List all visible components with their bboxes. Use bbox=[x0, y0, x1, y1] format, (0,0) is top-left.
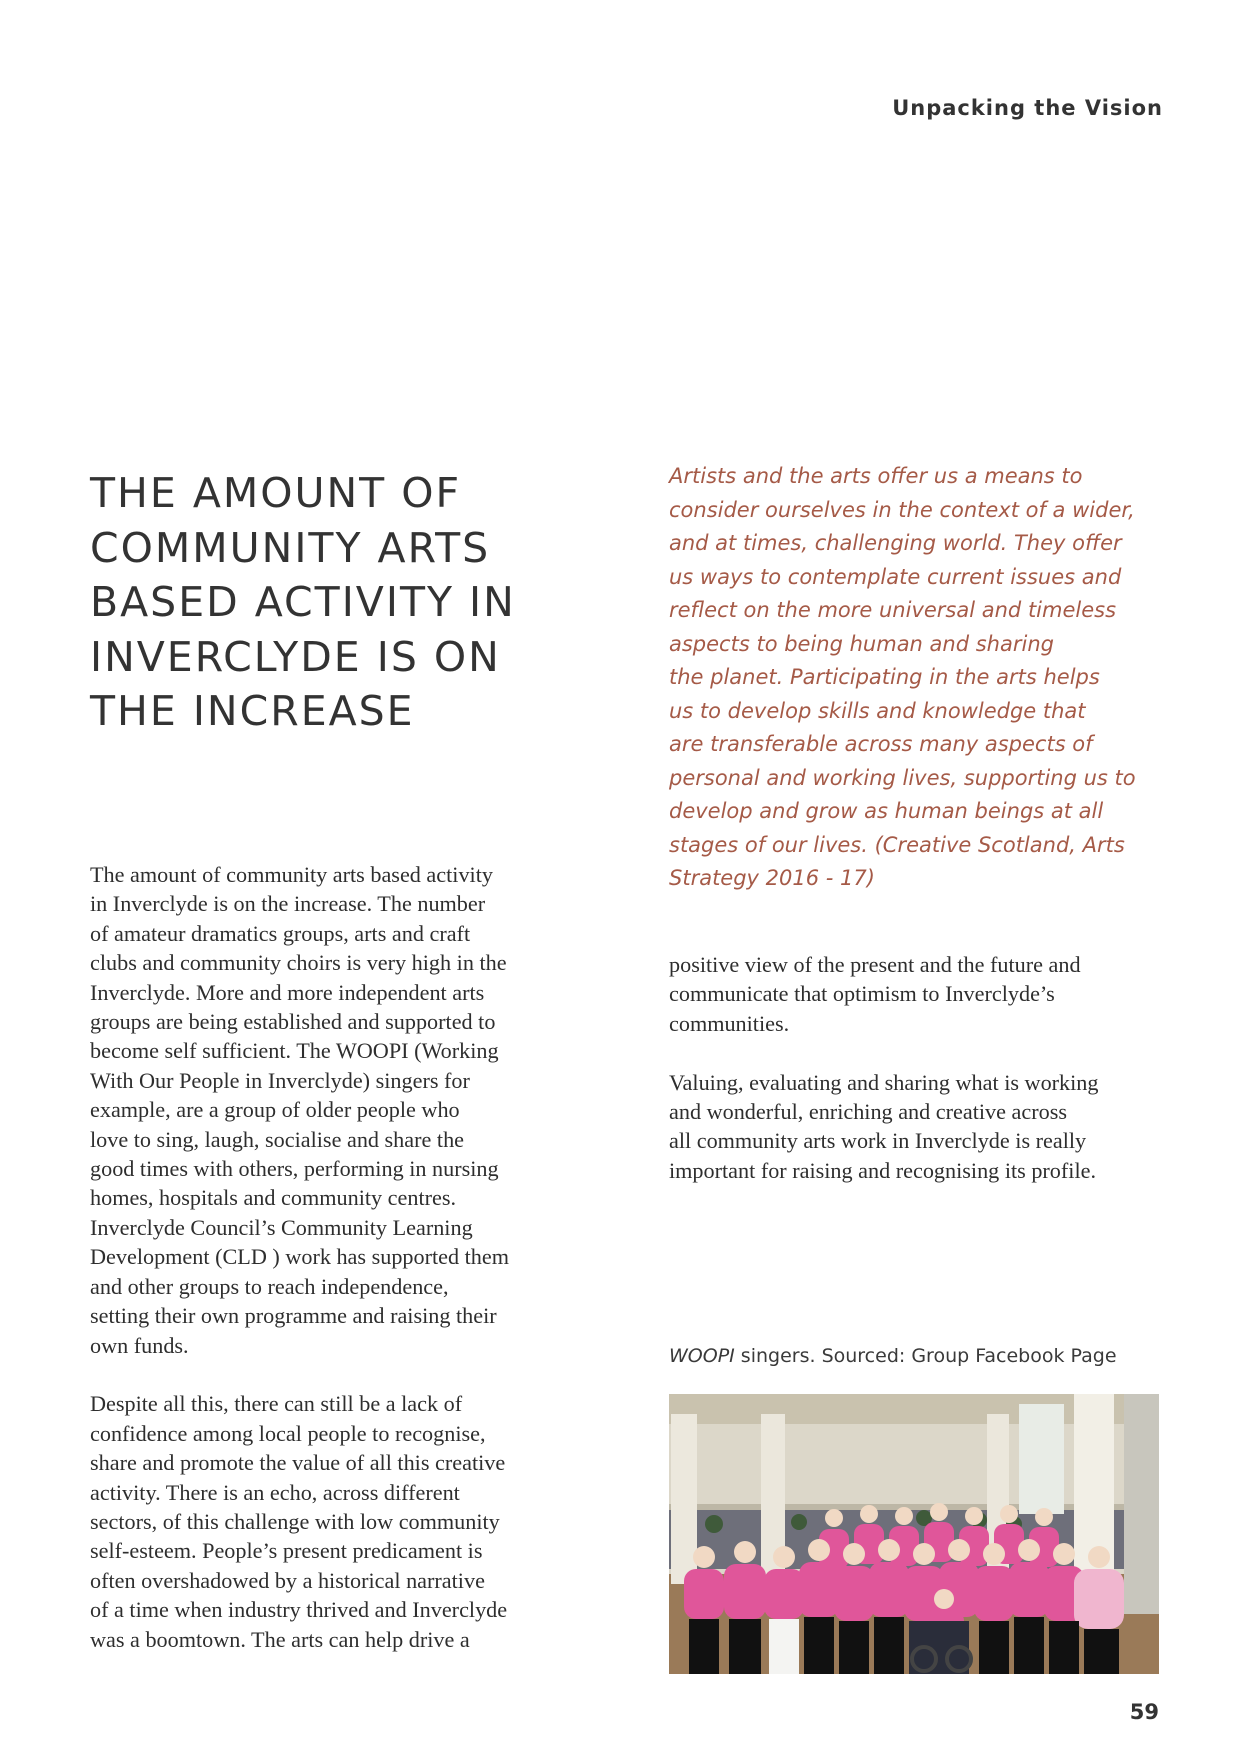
quote-line: the planet. Participating in the arts helps bbox=[669, 665, 1100, 689]
body-line: homes, hospitals and community centres. bbox=[90, 1185, 457, 1211]
quote-line: Strategy 2016 - 17) bbox=[669, 866, 875, 890]
body-line: positive view of the present and the future and bbox=[669, 952, 1081, 977]
page-number: 59 bbox=[1129, 1700, 1159, 1724]
group-photo bbox=[669, 1394, 1159, 1674]
body-paragraph bbox=[90, 1389, 590, 1654]
quote-line: consider ourselves in the context of a wider, bbox=[669, 497, 1135, 522]
body-paragraph bbox=[669, 950, 1169, 1038]
body-line: communicate that optimism to Inverclyde’s bbox=[669, 981, 1055, 1007]
quote-line: personal and working lives, supporting us to bbox=[669, 765, 1136, 790]
body-line: sectors, of this challenge with low community bbox=[90, 1508, 500, 1534]
body-line: and wonderful, enriching and creative across bbox=[669, 1099, 1067, 1125]
body-line: of a time when industry thrived and Inverclyde bbox=[90, 1597, 508, 1623]
headline-line: INVERCLYDE IS ON bbox=[90, 632, 501, 681]
body-line: become self sufficient. The WOOPI (Working bbox=[90, 1038, 499, 1064]
headline-line: COMMUNITY ARTS bbox=[90, 523, 491, 572]
body-line: Valuing, evaluating and sharing what is working bbox=[669, 1069, 1099, 1095]
body-line: setting their own programme and raising their bbox=[90, 1303, 497, 1329]
quote-line: develop and grow as human beings at all bbox=[669, 799, 1104, 823]
body-line: and other groups to reach independence, bbox=[90, 1273, 449, 1299]
caption-text: singers. Sourced: Group Facebook Page bbox=[734, 1345, 1117, 1367]
body-paragraph bbox=[669, 1068, 1169, 1186]
quote-line: us to develop skills and knowledge that bbox=[669, 698, 1086, 723]
quote-line: aspects to being human and sharing bbox=[669, 631, 1054, 656]
body-line: all community arts work in Inverclyde is really bbox=[669, 1128, 1087, 1154]
headline-line: BASED ACTIVITY IN bbox=[90, 578, 516, 626]
body-line: Inverclyde Council’s Community Learning bbox=[90, 1214, 473, 1240]
body-line: share and promote the value of all this creative bbox=[90, 1450, 506, 1476]
body-line: clubs and community choirs is very high in the bbox=[90, 950, 507, 976]
body-line: often overshadowed by a historical narrative bbox=[90, 1567, 485, 1593]
body-line: confidence among local people to recognise, bbox=[90, 1420, 486, 1446]
pull-quote bbox=[669, 460, 1169, 896]
quote-line: reflect on the more universal and timeless bbox=[669, 598, 1117, 622]
body-line: was a boomtown. The arts can help drive a bbox=[90, 1626, 470, 1652]
body-left-column bbox=[90, 860, 590, 1654]
body-line: Development (CLD ) work has supported them bbox=[90, 1244, 510, 1270]
body-paragraph bbox=[90, 860, 590, 1360]
body-line: With Our People in Inverclyde) singers for bbox=[90, 1067, 470, 1093]
body-line: The amount of community arts based activity bbox=[90, 862, 493, 887]
body-line: groups are being established and supported to bbox=[90, 1009, 496, 1035]
body-line: in Inverclyde is on the increase. The number bbox=[90, 891, 486, 917]
body-line: example, are a group of older people who bbox=[90, 1097, 460, 1123]
body-line: communities. bbox=[669, 1010, 790, 1036]
caption-group-name: WOOPI bbox=[669, 1345, 735, 1367]
headline-line: THE INCREASE bbox=[90, 687, 415, 735]
headline bbox=[90, 466, 560, 739]
quote-line: are transferable across many aspects of bbox=[669, 732, 1093, 756]
body-line: self-esteem. People’s present predicament is bbox=[90, 1538, 483, 1564]
body-line: activity. There is an echo, across different bbox=[90, 1479, 460, 1505]
body-line: Inverclyde. More and more independent arts bbox=[90, 979, 485, 1005]
body-line: important for raising and recognising its profile. bbox=[669, 1157, 1097, 1183]
quote-line: and at times, challenging world. They offer bbox=[669, 531, 1122, 555]
section-title: Unpacking the Vision bbox=[892, 96, 1163, 120]
quote-line: us ways to contemplate current issues and bbox=[669, 564, 1122, 589]
quote-line: stages of our lives. (Creative Scotland, Arts bbox=[669, 832, 1125, 857]
body-line: good times with others, performing in nursing bbox=[90, 1156, 499, 1182]
body-line: Despite all this, there can still be a lack of bbox=[90, 1391, 463, 1417]
quote-line: Artists and the arts offer us a means to bbox=[669, 464, 1083, 488]
photo-caption bbox=[669, 1345, 1117, 1367]
group-photo-illustration bbox=[669, 1394, 1159, 1674]
body-line: of amateur dramatics groups, arts and craft bbox=[90, 920, 471, 946]
body-line: own funds. bbox=[90, 1332, 189, 1358]
body-line: love to sing, laugh, socialise and share the bbox=[90, 1126, 465, 1152]
body-right-column bbox=[669, 950, 1169, 1185]
headline-line: THE AMOUNT OF bbox=[90, 469, 462, 517]
